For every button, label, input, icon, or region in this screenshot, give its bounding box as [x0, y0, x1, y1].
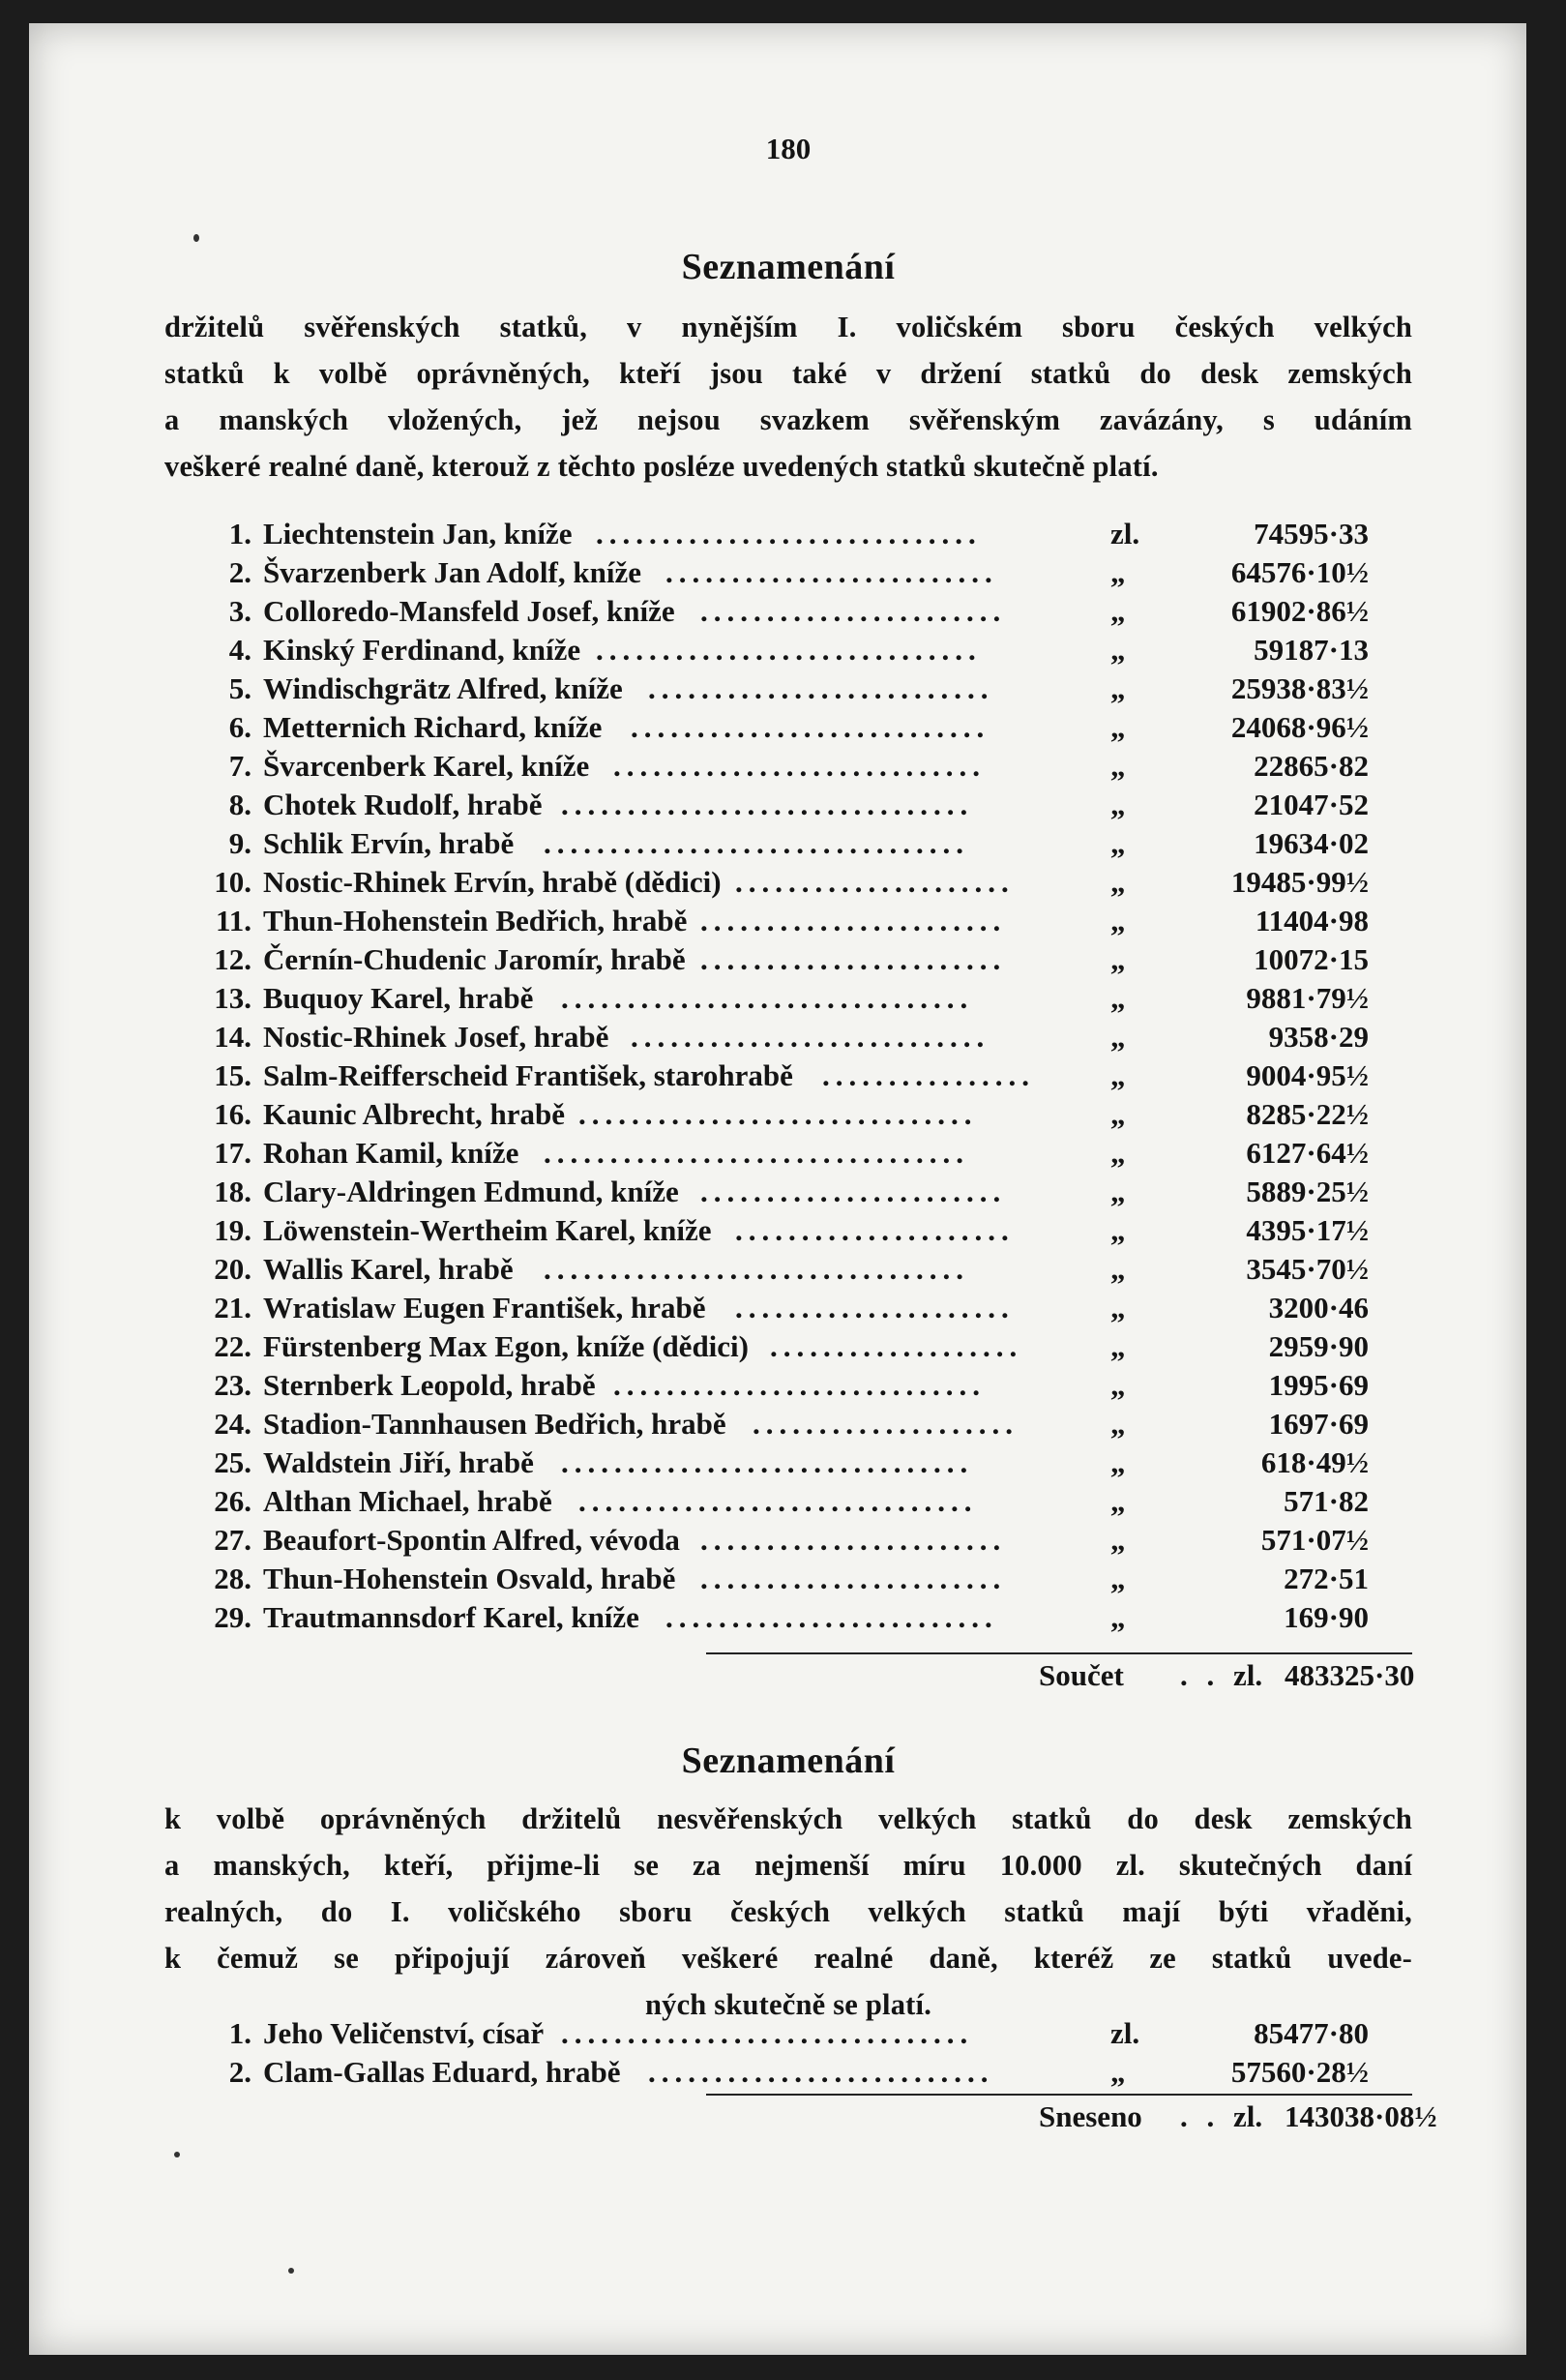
list-row — [164, 1134, 1412, 1173]
row-name: Clam-Gallas Eduard, hrabě — [263, 2055, 621, 2089]
row-number: 27. — [214, 1523, 251, 1557]
leader-dots: .............................. — [578, 1484, 978, 1518]
row-number: 8. — [228, 788, 251, 821]
row-name: Nostic-Rhinek Ervín, hrabě (dědici) — [263, 865, 722, 899]
list-row — [164, 2053, 1412, 2092]
row-amount: 3545·70½ — [1246, 1252, 1369, 1286]
row-amount: 21047·52 — [1254, 788, 1369, 821]
row-number: 21. — [214, 1291, 251, 1324]
total-currency: zl. — [1233, 2099, 1263, 2133]
intro-line: realných, do I. voličského sboru českých velkých statků mají býti vřaděni, — [164, 1895, 1412, 1928]
row-currency: „ — [1110, 1600, 1126, 1634]
row-amount: 61902·86½ — [1230, 594, 1369, 628]
section1-list — [164, 515, 1412, 1637]
row-name: Jeho Veličenství, císař — [263, 2016, 545, 2050]
leader-dots: ............................. — [596, 517, 982, 550]
row-amount: 6127·64½ — [1246, 1136, 1369, 1170]
row-amount: 571·07½ — [1260, 1523, 1369, 1557]
leader-dots: ....................... — [700, 942, 1007, 976]
leader-dots: ............................... — [561, 2016, 974, 2050]
list-row — [164, 1056, 1412, 1095]
intro-line: ných skutečně se platí. — [644, 1988, 932, 2021]
section2-total — [706, 2094, 1437, 2134]
row-currency: „ — [1110, 904, 1126, 937]
row-number: 2. — [228, 555, 251, 589]
row-amount: 571·82 — [1284, 1484, 1369, 1518]
leader-dots: ................................ — [544, 826, 969, 860]
row-name: Nostic-Rhinek Josef, hrabě — [263, 1020, 609, 1054]
row-number: 7. — [228, 749, 251, 783]
leader-dots: ............................... — [561, 788, 974, 821]
leader-dots: ................ — [822, 1058, 1035, 1092]
list-row — [164, 1327, 1412, 1366]
leader-dots: ................... — [770, 1329, 1023, 1363]
row-currency: zl. — [1110, 517, 1140, 550]
row-name: Rohan Kamil, kníže — [263, 1136, 519, 1170]
row-amount: 57560·28½ — [1230, 2055, 1369, 2089]
row-name: Chotek Rudolf, hrabě — [263, 788, 543, 821]
list-row — [164, 1405, 1412, 1443]
row-currency: „ — [1110, 1058, 1126, 1092]
row-number: 18. — [214, 1175, 251, 1208]
leader-dots: ............................... — [561, 981, 974, 1015]
row-number: 24. — [214, 1407, 251, 1441]
list-row — [164, 979, 1412, 1018]
row-name: Thun-Hohenstein Osvald, hrabě — [263, 1562, 676, 1595]
scanned-page — [29, 23, 1526, 2355]
total-dots: . . — [1180, 1658, 1221, 1692]
leader-dots: ..................... — [735, 1213, 1015, 1247]
list-row — [164, 1598, 1412, 1637]
intro-line: a manských, kteří, přijme-li se za nejmenší míru 10.000 zl. skutečných daní — [164, 1849, 1412, 1882]
intro-line: k čemuž se připojují zároveň veškeré realné daně, kteréž ze statků uvede- — [164, 1942, 1412, 1975]
leader-dots: .............................. — [578, 1097, 978, 1131]
list-row — [164, 1443, 1412, 1482]
row-currency: „ — [1110, 1291, 1126, 1324]
list-row — [164, 824, 1412, 863]
row-name: Wratislaw Eugen František, hrabě — [263, 1291, 706, 1324]
leader-dots: .......................... — [648, 2055, 994, 2089]
row-amount: 74595·33 — [1254, 517, 1369, 550]
row-currency: „ — [1110, 710, 1126, 744]
row-name: Windischgrätz Alfred, kníže — [263, 671, 623, 705]
row-amount: 9358·29 — [1268, 1020, 1369, 1054]
row-name: Waldstein Jiří, hrabě — [263, 1445, 534, 1479]
scan-speck — [193, 234, 199, 242]
scan-speck — [174, 2152, 180, 2157]
row-number: 10. — [214, 865, 251, 899]
row-currency: „ — [1110, 1097, 1126, 1131]
list-row — [164, 1482, 1412, 1521]
row-name: Švarzenberk Jan Adolf, kníže — [263, 555, 641, 589]
row-amount: 59187·13 — [1254, 633, 1369, 667]
leader-dots: ....................... — [700, 1562, 1007, 1595]
row-number: 9. — [228, 826, 251, 860]
row-currency: „ — [1110, 594, 1126, 628]
scan-speck — [288, 2268, 294, 2274]
leader-dots: ................................ — [544, 1252, 969, 1286]
leader-dots: .................... — [753, 1407, 1019, 1441]
row-number: 12. — [214, 942, 251, 976]
row-name: Althan Michael, hrabě — [263, 1484, 552, 1518]
intro-line: držitelů svěřenských statků, v nynějším I. voličském sboru českých velkých — [164, 311, 1412, 343]
list-row — [164, 553, 1412, 592]
row-name: Salm-Reifferscheid František, starohrabě — [263, 1058, 793, 1092]
leader-dots: .......................... — [648, 671, 994, 705]
row-name: Schlik Ervín, hrabě — [263, 826, 515, 860]
leader-dots: ................................ — [544, 1136, 969, 1170]
row-number: 11. — [215, 904, 251, 937]
row-amount: 19634·02 — [1254, 826, 1369, 860]
list-row — [164, 1366, 1412, 1405]
row-name: Sternberk Leopold, hrabě — [263, 1368, 596, 1402]
row-number: 6. — [228, 710, 251, 744]
section1-intro — [164, 304, 1412, 490]
row-name: Wallis Karel, hrabě — [263, 1252, 514, 1286]
row-name: Metternich Richard, kníže — [263, 710, 603, 744]
leader-dots: ....................... — [700, 1175, 1007, 1208]
intro-line: a manských vložených, jež nejsou svazkem svěřenským zavázány, s udáním — [164, 403, 1412, 436]
total-dots: . . — [1180, 2099, 1221, 2133]
row-number: 22. — [214, 1329, 251, 1363]
row-number: 4. — [228, 633, 251, 667]
row-amount: 9004·95½ — [1246, 1058, 1369, 1092]
section1-heading: Seznamenání — [681, 247, 896, 287]
leader-dots: ........................... — [631, 710, 990, 744]
row-amount: 1995·69 — [1268, 1368, 1369, 1402]
row-name: Švarcenberk Karel, kníže — [263, 749, 590, 783]
row-amount: 64576·10½ — [1230, 555, 1369, 589]
row-number: 25. — [214, 1445, 251, 1479]
list-row — [164, 1018, 1412, 1056]
leader-dots: ........................... — [631, 1020, 990, 1054]
list-row — [164, 747, 1412, 786]
list-row — [164, 669, 1412, 708]
leader-dots: ............................... — [561, 1445, 974, 1479]
total-label: Součet — [1039, 1658, 1124, 1692]
row-currency: „ — [1110, 555, 1126, 589]
row-number: 19. — [214, 1213, 251, 1247]
row-amount: 24068·96½ — [1230, 710, 1369, 744]
row-currency: „ — [1110, 981, 1126, 1015]
row-currency: „ — [1110, 1020, 1126, 1054]
leader-dots: ............................ — [613, 1368, 986, 1402]
row-currency: „ — [1110, 2055, 1126, 2089]
row-currency: „ — [1110, 1175, 1126, 1208]
row-name: Černín-Chudenic Jaromír, hrabě — [263, 942, 686, 976]
row-number: 29. — [214, 1600, 251, 1634]
list-row — [164, 1173, 1412, 1211]
row-amount: 5889·25½ — [1246, 1175, 1369, 1208]
row-number: 16. — [214, 1097, 251, 1131]
row-number: 28. — [214, 1562, 251, 1595]
section2-heading: Seznamenání — [681, 1740, 896, 1781]
row-currency: „ — [1110, 749, 1126, 783]
row-name: Buquoy Karel, hrabě — [263, 981, 534, 1015]
row-number: 23. — [214, 1368, 251, 1402]
row-currency: „ — [1110, 1213, 1126, 1247]
row-number: 17. — [214, 1136, 251, 1170]
leader-dots: ......................... — [665, 1600, 998, 1634]
row-currency: „ — [1110, 1329, 1126, 1363]
row-currency: „ — [1110, 1484, 1126, 1518]
list-row — [164, 631, 1412, 669]
row-number: 1. — [228, 517, 251, 550]
intro-line: veškeré realné daně, kterouž z těchto posléze uvedených statků skutečně platí. — [164, 450, 1159, 483]
row-currency: „ — [1110, 942, 1126, 976]
list-row — [164, 1289, 1412, 1327]
row-name: Clary-Aldringen Edmund, kníže — [263, 1175, 679, 1208]
row-currency: „ — [1110, 788, 1126, 821]
row-amount: 272·51 — [1284, 1562, 1369, 1595]
row-name: Liechtenstein Jan, kníže — [263, 517, 573, 550]
row-currency: „ — [1110, 1562, 1126, 1595]
row-amount: 22865·82 — [1254, 749, 1369, 783]
leader-dots: ....................... — [700, 904, 1007, 937]
intro-line: statků k volbě oprávněných, kteří jsou také v držení statků do desk zemských — [164, 357, 1412, 390]
page-number: 180 — [765, 132, 812, 165]
row-currency: „ — [1110, 1136, 1126, 1170]
list-row — [164, 1211, 1412, 1250]
section2-intro — [164, 1796, 1412, 2028]
list-row — [164, 1250, 1412, 1289]
leader-dots: ............................ — [613, 749, 986, 783]
row-currency: „ — [1110, 633, 1126, 667]
row-currency: zl. — [1110, 2016, 1140, 2050]
total-amount: 483325·30 — [1285, 1658, 1415, 1692]
row-amount: 618·49½ — [1260, 1445, 1369, 1479]
row-amount: 10072·15 — [1254, 942, 1369, 976]
intro-line: k volbě oprávněných držitelů nesvěřenských velkých statků do desk zemských — [164, 1802, 1412, 1835]
row-amount: 85477·80 — [1254, 2016, 1369, 2050]
row-currency: „ — [1110, 865, 1126, 899]
total-amount: 143038·08½ — [1285, 2099, 1437, 2133]
row-currency: „ — [1110, 1523, 1126, 1557]
list-row — [164, 2014, 1412, 2053]
row-number: 14. — [214, 1020, 251, 1054]
row-name: Colloredo-Mansfeld Josef, kníže — [263, 594, 675, 628]
row-number: 26. — [214, 1484, 251, 1518]
list-row — [164, 902, 1412, 940]
leader-dots: ..................... — [735, 1291, 1015, 1324]
leader-dots: ......................... — [665, 555, 998, 589]
list-row — [164, 786, 1412, 824]
row-amount: 3200·46 — [1268, 1291, 1369, 1324]
row-amount: 2959·90 — [1268, 1329, 1369, 1363]
leader-dots: ....................... — [700, 594, 1007, 628]
row-number: 13. — [214, 981, 251, 1015]
row-currency: „ — [1110, 1407, 1126, 1441]
row-number: 2. — [228, 2055, 251, 2089]
row-name: Löwenstein-Wertheim Karel, kníže — [263, 1213, 712, 1247]
row-currency: „ — [1110, 1252, 1126, 1286]
row-name: Kinský Ferdinand, kníže — [263, 633, 581, 667]
row-amount: 4395·17½ — [1246, 1213, 1369, 1247]
row-name: Thun-Hohenstein Bedřich, hrabě — [263, 904, 688, 937]
row-number: 1. — [228, 2016, 251, 2050]
row-amount: 1697·69 — [1268, 1407, 1369, 1441]
list-row — [164, 515, 1412, 553]
row-number: 20. — [214, 1252, 251, 1286]
leader-dots: ....................... — [700, 1523, 1007, 1557]
row-amount: 19485·99½ — [1230, 865, 1369, 899]
section1-total — [706, 1652, 1415, 1693]
list-row — [164, 1095, 1412, 1134]
row-currency: „ — [1110, 1368, 1126, 1402]
total-currency: zl. — [1233, 1658, 1263, 1692]
row-currency: „ — [1110, 671, 1126, 705]
row-name: Beaufort-Spontin Alfred, vévoda — [263, 1523, 680, 1557]
list-row — [164, 592, 1412, 631]
total-label: Sneseno — [1039, 2099, 1142, 2133]
list-row — [164, 708, 1412, 747]
row-name: Trautmannsdorf Karel, kníže — [263, 1600, 639, 1634]
row-number: 15. — [214, 1058, 251, 1092]
row-amount: 25938·83½ — [1230, 671, 1369, 705]
row-amount: 8285·22½ — [1246, 1097, 1369, 1131]
leader-dots: ............................. — [596, 633, 982, 667]
row-amount: 9881·79½ — [1246, 981, 1369, 1015]
row-number: 5. — [228, 671, 251, 705]
row-currency: „ — [1110, 826, 1126, 860]
row-name: Kaunic Albrecht, hrabě — [263, 1097, 566, 1131]
list-row — [164, 1521, 1412, 1560]
list-row — [164, 1560, 1412, 1598]
list-row — [164, 863, 1412, 902]
row-currency: „ — [1110, 1445, 1126, 1479]
leader-dots: ..................... — [735, 865, 1015, 899]
list-row — [164, 940, 1412, 979]
row-amount: 11404·98 — [1255, 904, 1369, 937]
section2-list — [164, 2014, 1412, 2092]
row-name: Stadion-Tannhausen Bedřich, hrabě — [263, 1407, 726, 1441]
row-amount: 169·90 — [1284, 1600, 1369, 1634]
row-name: Fürstenberg Max Egon, kníže (dědici) — [263, 1329, 749, 1363]
row-number: 3. — [228, 594, 251, 628]
